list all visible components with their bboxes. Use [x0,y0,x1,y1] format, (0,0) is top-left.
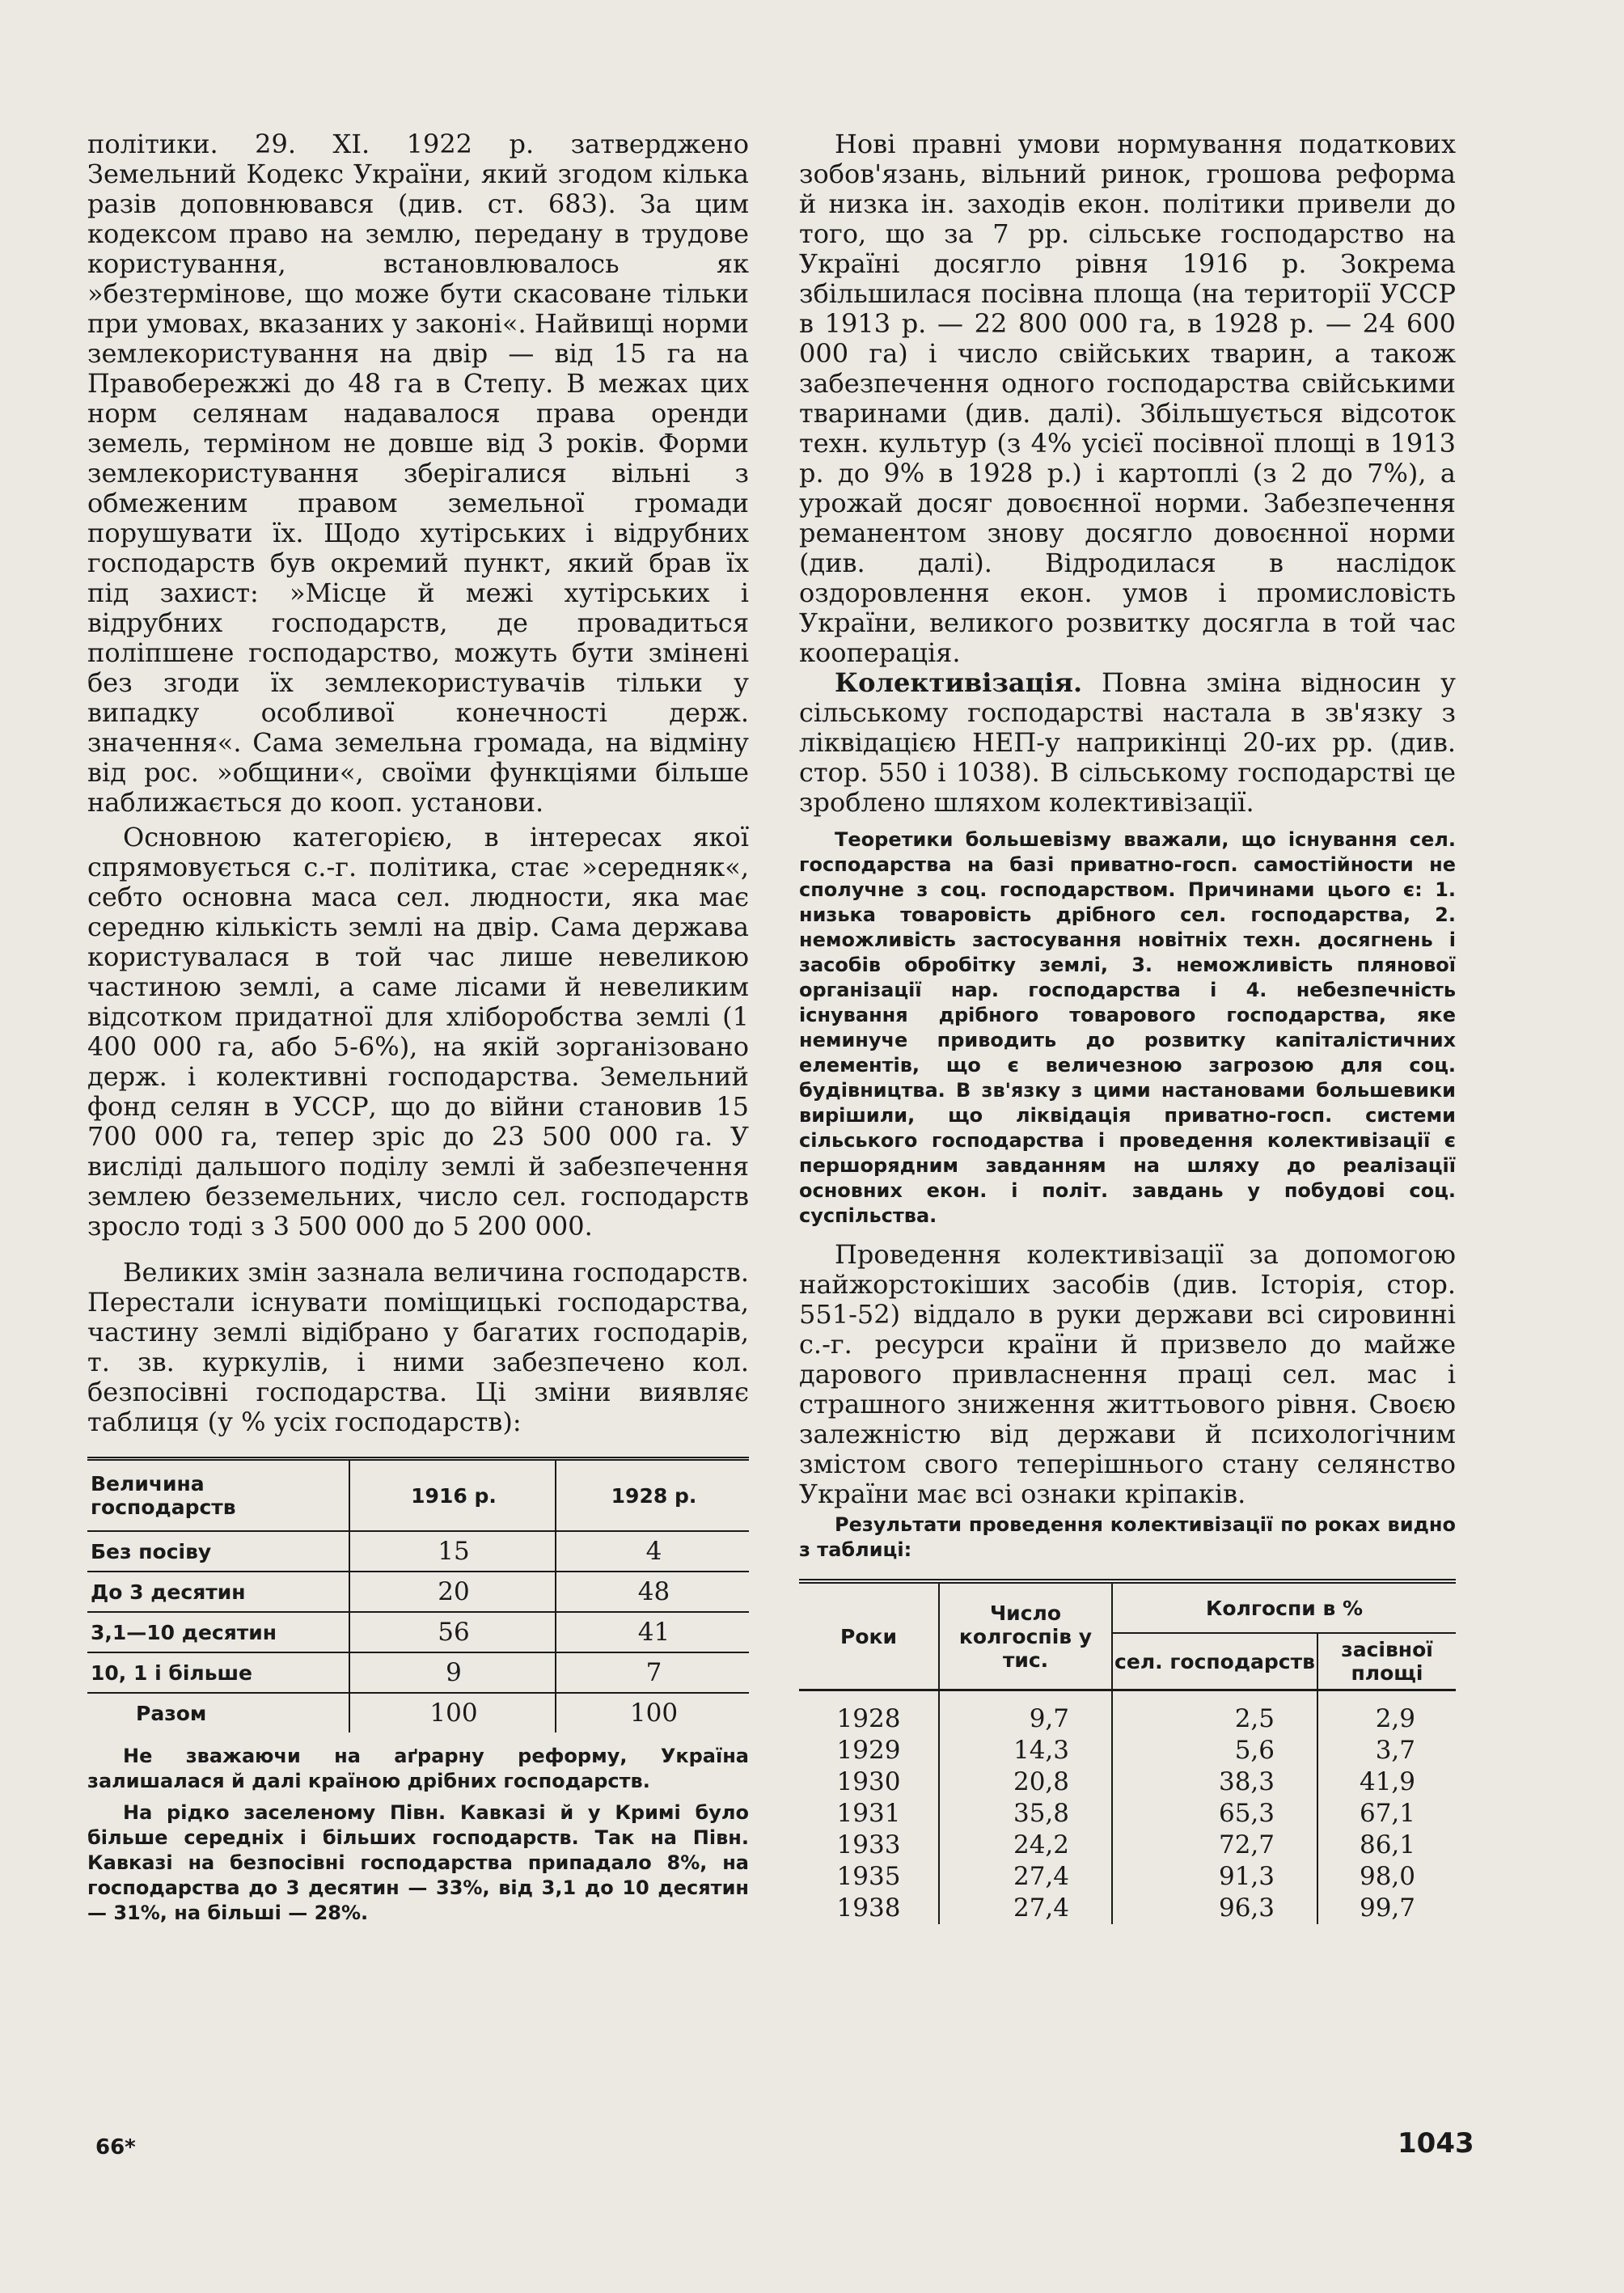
cell-value: 2,5 [1112,1690,1317,1736]
left-column [87,129,749,1926]
header-cell: Число колгоспів у тис. [939,1581,1112,1690]
paragraph: Основною категорією, в інтересах якої спрямовується с.-г. політика, стає »середняк«, себто основна маса сел. людности, яка має середню кількість землі на двір. Сама держава користувалася в той час лише невеликою частиною землі, а саме лісами й невеликим відсотком придатної для хліборобства землі (1 400 000 га, або 5-6%), на якій зорганізовано держ. і колективні господарства. Земельний фонд селян в УССР, що до війни становив 15 700 000 га, тепер зріс до 23 500 000 га. У висліді дальшого поділу землі й забезпечення землею безземельних, число сел. господарств зросло тоді з 3 500 000 до 5 200 000. [87,822,749,1242]
cell-value: 91,3 [1112,1861,1317,1893]
year-cell: 1938 [836,1893,901,1923]
cell-value: 7 [556,1652,749,1693]
cell-value: 48 [556,1572,749,1612]
cell-value: 15 [349,1531,556,1572]
cell-value: 65,3 [1112,1798,1317,1830]
header-group-cell: Колгоспи в % [1112,1581,1456,1633]
paragraph [799,668,1456,818]
row-label: 3,1—10 десятин [87,1612,349,1652]
table-total-row [87,1693,749,1732]
cell-value: 5,6 [1112,1735,1317,1766]
right-column [799,129,1456,1924]
cell-value: 4 [556,1531,749,1572]
cell-value: 72,7 [1112,1830,1317,1861]
cell-value: 35,8 [939,1798,1112,1830]
table-row [87,1652,749,1693]
header-cell: 1928 р. [556,1459,749,1532]
cell-value: 20,8 [939,1766,1112,1798]
table-row [799,1798,1456,1830]
cell-value: 24,2 [939,1830,1112,1861]
table-row [799,1893,1456,1924]
header-cell: засівної площі [1317,1633,1456,1690]
section-heading: Колективізація. [835,667,1083,698]
small-paragraph: Результати проведення колективізації по роках видно з таблиці: [799,1513,1456,1561]
small-paragraph: Теоретики большевізму вважали, що існування сел. господарства на базі приватно-госп. самостійности не сполучне з соц. господарством. Причинами цього є: 1. низька товаровість дрібного сел. господарства, 2. неможливість застосування новітніх техн. досягнень і засобів обробітку землі, 3. неможливість плянової організації нар. господарства і 4. небезпечність існування дрібного товарового господарства, яке неминуче приводить до розвитку капіталістичних елементів, що є величезною загрозою для соц. будівництва. В зв'язку з цими настановами большевики вирішили, що ліквідація приватно-госп. системи сільського господарства і проведення колективізації є першорядним завданням на шляху до реалізації основних екон. і політ. завдань у побудові соц. суспільства. [799,828,1456,1227]
paragraph: Великих змін зазнала величина господарств. Перестали існувати поміщицькі господарства, частину землі відібрано у багатих господарів, т. зв. куркулів, і ними забезпечено кол. безпосівні господарства. Ці зміни виявляє таблиця (у % усіх господарств): [87,1257,749,1437]
year-cell: 1929 [836,1736,901,1765]
cell-value: 41,9 [1317,1766,1456,1798]
year-cell: 1933 [836,1830,901,1859]
cell-value: 100 [349,1693,556,1732]
table-row [799,1766,1456,1798]
year-cell: 1928 [836,1704,901,1733]
cell-value: 98,0 [1317,1861,1456,1893]
table-row [87,1612,749,1652]
cell-value: 20 [349,1572,556,1612]
cell-value: 56 [349,1612,556,1652]
table-header-row [87,1459,749,1532]
cell-value: 100 [556,1693,749,1732]
paragraph-text: Повна зміна відносин у сільському господарстві настала в зв'язку з ліквідацією НЕП-у наприкінці 20-их рр. (див. стор. 550 і 1038). В сільському господарстві це зроблено шляхом колективізації. [799,667,1456,818]
cell-value: 3,7 [1317,1735,1456,1766]
cell-value: 27,4 [939,1893,1112,1924]
year-cell: 1931 [836,1799,901,1828]
table-row [799,1735,1456,1766]
cell-value: 99,7 [1317,1893,1456,1924]
cell-value: 86,1 [1317,1830,1456,1861]
header-cell: Величина господарств [91,1472,236,1519]
header-cell: сел. господарств [1112,1633,1317,1690]
table-row [799,1861,1456,1893]
farm-size-table [87,1457,749,1732]
cell-value: 9,7 [939,1690,1112,1736]
signature-mark: 66* [95,2135,136,2160]
note: На рідко заселеному Півн. Кавказі й у Кримі було більше середніх і більших господарств. Так на Півн. Кавказі на безпосівні господарства припадало 8%, на господарства до 3 десятин — 33%, від 3,1 до 10 десятин — 31%, на більші — 28%. [87,1801,749,1924]
table-row [87,1531,749,1572]
year-cell: 1935 [836,1862,901,1891]
cell-value: 38,3 [1112,1766,1317,1798]
table-row [87,1572,749,1612]
cell-value: 27,4 [939,1861,1112,1893]
year-cell: 1930 [836,1767,901,1796]
cell-value: 41 [556,1612,749,1652]
cell-value: 14,3 [939,1735,1112,1766]
cell-value: 67,1 [1317,1798,1456,1830]
paragraph: Нові правні умови нормування податкових зобов'язань, вільний ринок, грошова реформа й низка ін. заходів екон. політики привели до того, що за 7 рр. сільське господарство на Україні досягло рівня 1916 р. Зокрема збільшилася посівна площа (на території УССР в 1913 р. — 22 800 000 га, в 1928 р. — 24 600 000 га) і число свійських тварин, а також забезпечення одного господарства свійськими тваринами (див. далі). Збільшується відсоток техн. культур (з 4% усієї посівної площі в 1913 р. до 9% в 1928 р.) і картоплі (з 2 до 7%), а урожай досяг довоєнної норми. Забезпечення реманентом знову досягло довоєнної норми (див. далі). Відродилася в наслідок оздоровлення екон. умов і промисловість України, великого розвитку досягла в той час кооперація. [799,129,1456,668]
header-cell: 1916 р. [349,1459,556,1532]
cell-value: 2,9 [1317,1690,1456,1736]
row-label: До 3 десятин [87,1572,349,1612]
header-cell: Роки [799,1581,939,1690]
note: Не зважаючи на аґрарну реформу, Україна залишалася й далі країною дрібних господарств. [87,1745,749,1792]
collectivization-table [799,1579,1456,1924]
table-row [799,1690,1456,1736]
row-label: Без посіву [87,1531,349,1572]
table-header-row [799,1581,1456,1633]
cell-value: 9 [349,1652,556,1693]
paragraph: Проведення колективізації за допомогою найжорстокіших засобів (див. Історія, стор. 551-52) віддало в руки держави всі сировинні с.-г. ресурси країни й призвело до майже дарового привласнення праці сел. мас і страшного зниження життьового рівня. Своєю залежністю від держави й психологічним змістом свого теперішнього стану селянство України має всі ознаки кріпаків. [799,1239,1456,1509]
row-label: 10, 1 і більше [87,1652,349,1693]
row-label: Разом [136,1701,207,1725]
page-number: 1043 [1398,2127,1474,2160]
cell-value: 96,3 [1112,1893,1317,1924]
paragraph: політики. 29. XI. 1922 р. затверджено Земельний Кодекс України, який згодом кілька разів доповнювався (див. ст. 683). За цим кодексом право на землю, передану в трудове користування, встановлювалось як »безтермінове, що може бути скасоване тільки при умовах, вказаних у законі«. Найвищі норми землекористування на двір — від 15 га на Правобережжі до 48 га в Степу. В межах цих норм селянам надавалося права оренди земель, терміном не довше від 3 років. Форми землекористування зберігалися вільні з обмеженим правом земельної громади порушувати їх. Щодо хутірських і відрубних господарств був окремий пункт, який брав їх під захист: »Місце й межі хутірських і відрубних господарств, де провадиться поліпшене господарство, можуть бути змінені без згоди їх землекористувачів тільки у випадку особливої конечності держ. значення«. Сама земельна громада, на відміну від рос. »общини«, своїми функціями більше наближається до кооп. установи. [87,129,749,818]
table-row [799,1830,1456,1861]
